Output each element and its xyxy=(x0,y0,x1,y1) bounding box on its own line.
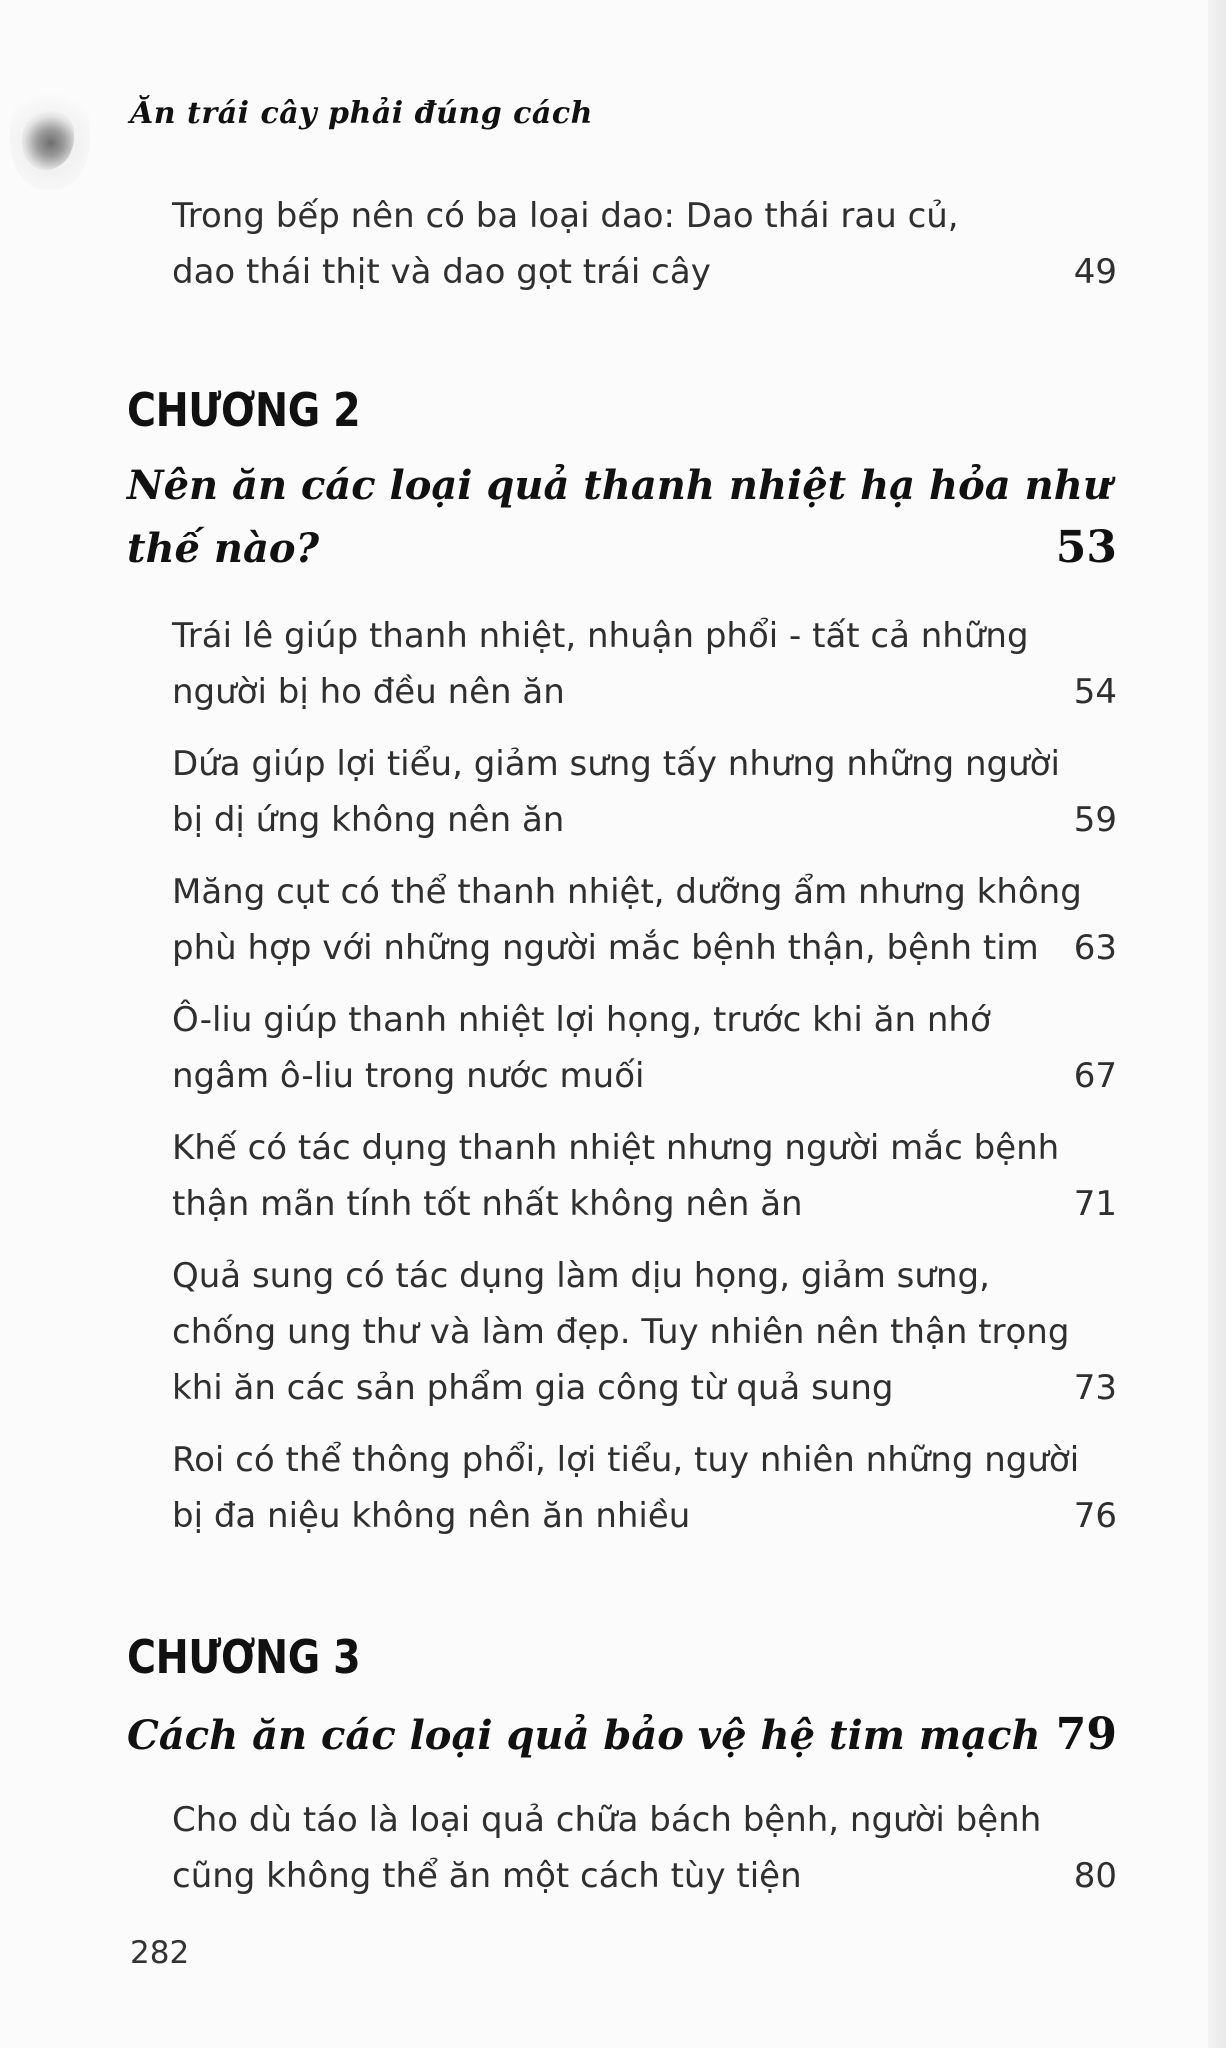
running-head: Ăn trái cây phải đúng cách xyxy=(130,96,593,131)
toc-entry xyxy=(172,1120,1117,1232)
chapter-title-line: thế nào? xyxy=(127,525,320,572)
entry-line: Khế có tác dụng thanh nhiệt nhưng người mắc bệnh xyxy=(172,1128,1060,1168)
page-number-folio: 282 xyxy=(130,1935,190,1971)
entry-page-number: 49 xyxy=(1073,252,1117,292)
entry-page-number: 80 xyxy=(1073,1856,1117,1896)
toc-entry xyxy=(172,864,1117,976)
entry-page-number: 59 xyxy=(1073,800,1117,840)
entry-line: chống ung thư và làm đẹp. Tuy nhiên nên thận trọng xyxy=(172,1312,1070,1352)
toc-entry xyxy=(172,1792,1117,1904)
toc-entry xyxy=(172,1248,1117,1416)
entry-line: Ô-liu giúp thanh nhiệt lợi họng, trước khi ăn nhớ xyxy=(172,1000,991,1040)
chapter-title xyxy=(127,455,1117,580)
entry-line: Dứa giúp lợi tiểu, giảm sưng tấy nhưng những người xyxy=(172,744,1060,784)
entry-page-number: 63 xyxy=(1073,928,1117,968)
toc-entry xyxy=(172,736,1117,848)
toc-entry xyxy=(172,188,1117,300)
chapter-label: CHƯƠNG 3 xyxy=(127,1630,361,1684)
toc-entry xyxy=(172,992,1117,1104)
entry-line: Măng cụt có thể thanh nhiệt, dưỡng ẩm nhưng không xyxy=(172,872,1082,912)
entry-line: cũng không thể ăn một cách tùy tiện xyxy=(172,1856,802,1896)
entry-page-number: 67 xyxy=(1073,1056,1117,1096)
entry-line: bị dị ứng không nên ăn xyxy=(172,800,565,840)
entry-line: khi ăn các sản phẩm gia công từ quả sung xyxy=(172,1368,894,1408)
toc-entry xyxy=(172,1432,1117,1544)
entry-page-number: 54 xyxy=(1073,672,1117,712)
entry-line: Cho dù táo là loại quả chữa bách bệnh, người bệnh xyxy=(172,1800,1042,1840)
entry-line: Quả sung có tác dụng làm dịu họng, giảm sưng, xyxy=(172,1256,990,1296)
entry-page-number: 71 xyxy=(1073,1184,1117,1224)
entry-line: người bị ho đều nên ăn xyxy=(172,672,565,712)
chapter-page-number: 53 xyxy=(1055,522,1117,573)
entry-line: dao thái thịt và dao gọt trái cây xyxy=(172,252,711,292)
chapter-title xyxy=(127,1704,1117,1767)
entry-line: bị đa niệu không nên ăn nhiều xyxy=(172,1496,691,1536)
entry-page-number: 76 xyxy=(1073,1496,1117,1536)
entry-line: Roi có thể thông phổi, lợi tiểu, tuy nhiên những người xyxy=(172,1440,1080,1480)
chapter-title-line: Nên ăn các loại quả thanh nhiệt hạ hỏa như xyxy=(127,462,1112,509)
entry-page-number: 73 xyxy=(1073,1368,1117,1408)
page-edge-shadow xyxy=(1208,0,1226,2048)
toc-entry xyxy=(172,608,1117,720)
chapter-title-line: Cách ăn các loại quả bảo vệ hệ tim mạch xyxy=(127,1712,1041,1759)
chapter-label: CHƯƠNG 2 xyxy=(127,383,361,437)
chapter-page-number: 79 xyxy=(1055,1709,1117,1760)
entry-line: ngâm ô-liu trong nước muối xyxy=(172,1056,645,1096)
entry-line: Trong bếp nên có ba loại dao: Dao thái rau củ, xyxy=(172,196,959,236)
entry-line: thận mãn tính tốt nhất không nên ăn xyxy=(172,1184,803,1224)
entry-line: phù hợp với những người mắc bệnh thận, bệnh tim xyxy=(172,928,1039,968)
entry-line: Trái lê giúp thanh nhiệt, nhuận phổi - tất cả những xyxy=(172,616,1029,656)
